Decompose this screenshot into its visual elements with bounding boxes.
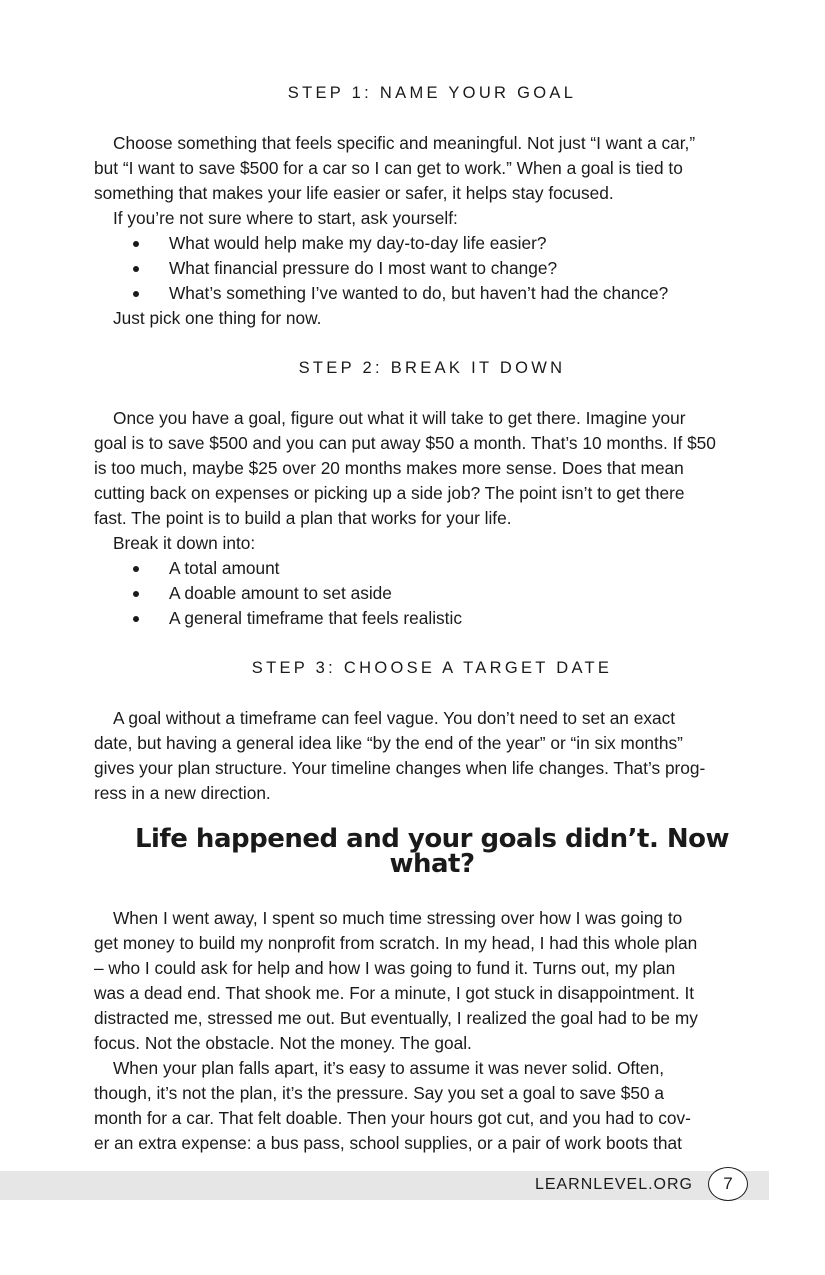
step2-para-line: fast. The point is to build a plan that works for your life.: [94, 508, 512, 528]
section-para-line: er an extra expense: a bus pass, school supplies, or a pair of work boots that: [94, 1133, 682, 1153]
step1-para-line: something that makes your life easier or safer, it helps stay focused.: [94, 183, 614, 203]
step1-heading: STEP 1: NAME YOUR GOAL: [287, 84, 577, 102]
list-item: A doable amount to set aside: [94, 581, 770, 606]
step2-prompt: Break it down into:: [113, 533, 256, 553]
section-para-line: When your plan falls apart, it’s easy to assume it was never solid. Often,: [113, 1058, 665, 1078]
step2-para-line: is too much, maybe $25 over 20 months makes more sense. Does that mean: [94, 458, 684, 478]
section-title: [94, 824, 770, 879]
list-item: What financial pressure do I most want to change?: [94, 256, 770, 281]
step2-para-line: goal is to save $500 and you can put away $50 a month. That’s 10 months. If $50: [94, 433, 716, 453]
step2-bullet-list: [94, 556, 770, 631]
section-para-line: though, it’s not the plan, it’s the pressure. Say you set a goal to save $50 a: [94, 1083, 665, 1103]
section-para-line: focus. Not the obstacle. Not the money. The goal.: [94, 1033, 472, 1053]
section-body: [94, 906, 770, 1156]
step3-para-line: gives your plan structure. Your timeline changes when life changes. That’s prog-: [94, 758, 706, 778]
section-title-line: what?: [389, 849, 475, 879]
section-title-line: Life happened and your goals didn’t. Now: [134, 824, 730, 854]
footer-site-url: LEARNLEVEL.ORG: [534, 1176, 693, 1193]
step3-body: [94, 706, 770, 806]
step2-para-line: Once you have a goal, figure out what it will take to get there. Imagine your: [113, 408, 686, 428]
step3-para-line: ress in a new direction.: [94, 783, 271, 803]
step1-closing: Just pick one thing for now.: [113, 308, 322, 328]
section-para-line: distracted me, stressed me out. But eventually, I realized the goal had to be my: [94, 1008, 698, 1028]
step1-prompt: If you’re not sure where to start, ask yourself:: [113, 208, 458, 228]
step1-bullet-list: [94, 231, 770, 306]
section-para-line: was a dead end. That shook me. For a minute, I got stuck in disappointment. It: [94, 983, 695, 1003]
step3-para-line: A goal without a timeframe can feel vague. You don’t need to set an exact: [113, 708, 676, 728]
step3-heading: STEP 3: CHOOSE A TARGET DATE: [251, 659, 613, 677]
section-para-line: month for a car. That felt doable. Then your hours got cut, and you had to cov-: [94, 1108, 691, 1128]
section-para-line: When I went away, I spent so much time stressing over how I was going to: [113, 908, 683, 928]
list-item: What’s something I’ve wanted to do, but haven’t had the chance?: [94, 281, 770, 306]
section-para-line: – who I could ask for help and how I was going to fund it. Turns out, my plan: [94, 958, 676, 978]
step2-para-line: cutting back on expenses or picking up a side job? The point isn’t to get there: [94, 483, 685, 503]
list-item: A general timeframe that feels realistic: [94, 606, 770, 631]
section-para-line: get money to build my nonprofit from scratch. In my head, I had this whole plan: [94, 933, 698, 953]
step1-para-line: but “I want to save $500 for a car so I can get to work.” When a goal is tied to: [94, 158, 683, 178]
step2-body: [94, 406, 770, 631]
list-item: A total amount: [94, 556, 770, 581]
page-number-badge: 7: [708, 1167, 748, 1201]
list-item: What would help make my day-to-day life easier?: [94, 231, 770, 256]
step1-para-line: Choose something that feels specific and meaningful. Not just “I want a car,”: [113, 133, 696, 153]
step3-para-line: date, but having a general idea like “by the end of the year” or “in six months”: [94, 733, 683, 753]
step1-body: [94, 131, 770, 331]
step2-heading: STEP 2: BREAK IT DOWN: [298, 359, 566, 377]
